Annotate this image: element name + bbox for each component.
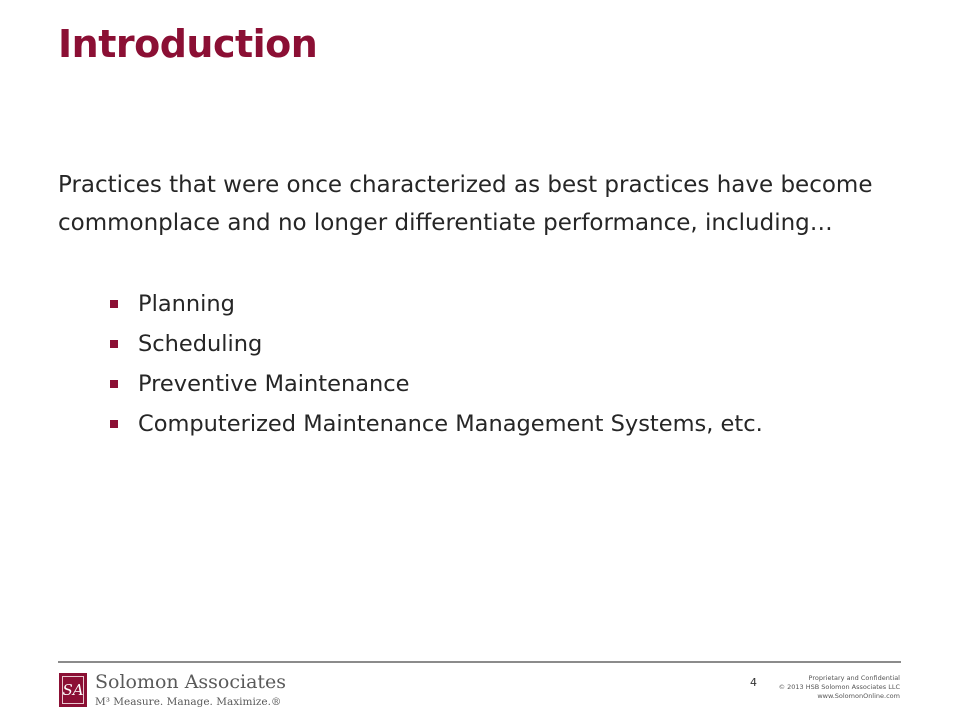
legal-line: www.SolomonOnline.com [817,692,900,700]
brand-tagline: M³ Measure. Manage. Maximize.® [95,696,282,708]
legal-line: © 2013 HSB Solomon Associates LLC [778,683,900,691]
square-bullet-icon [110,300,118,308]
square-bullet-icon [110,380,118,388]
footer-divider [58,661,901,663]
bullet-text: Computerized Maintenance Management Systems, etc. [138,411,763,437]
intro-paragraph: Practices that were once characterized as best practices have become commonplace and no longer differentiate performance, including… [58,172,873,236]
bullet-text: Preventive Maintenance [138,371,410,397]
bullet-list [110,284,763,444]
square-bullet-icon [110,420,118,428]
bullet-item [110,364,763,404]
logo-monogram: SA [62,676,84,704]
bullet-item [110,404,763,444]
legal-notice [779,674,900,701]
bullet-item [110,284,763,324]
square-bullet-icon [110,340,118,348]
slide-title: Introduction [58,22,318,66]
page-number: 4 [750,676,757,689]
bullet-text: Scheduling [138,331,263,357]
bullet-item [110,324,763,364]
legal-line: Proprietary and Confidential [808,674,900,682]
bullet-text: Planning [138,291,235,317]
brand-name: Solomon Associates [95,671,287,693]
solomon-logo-icon [59,673,87,707]
